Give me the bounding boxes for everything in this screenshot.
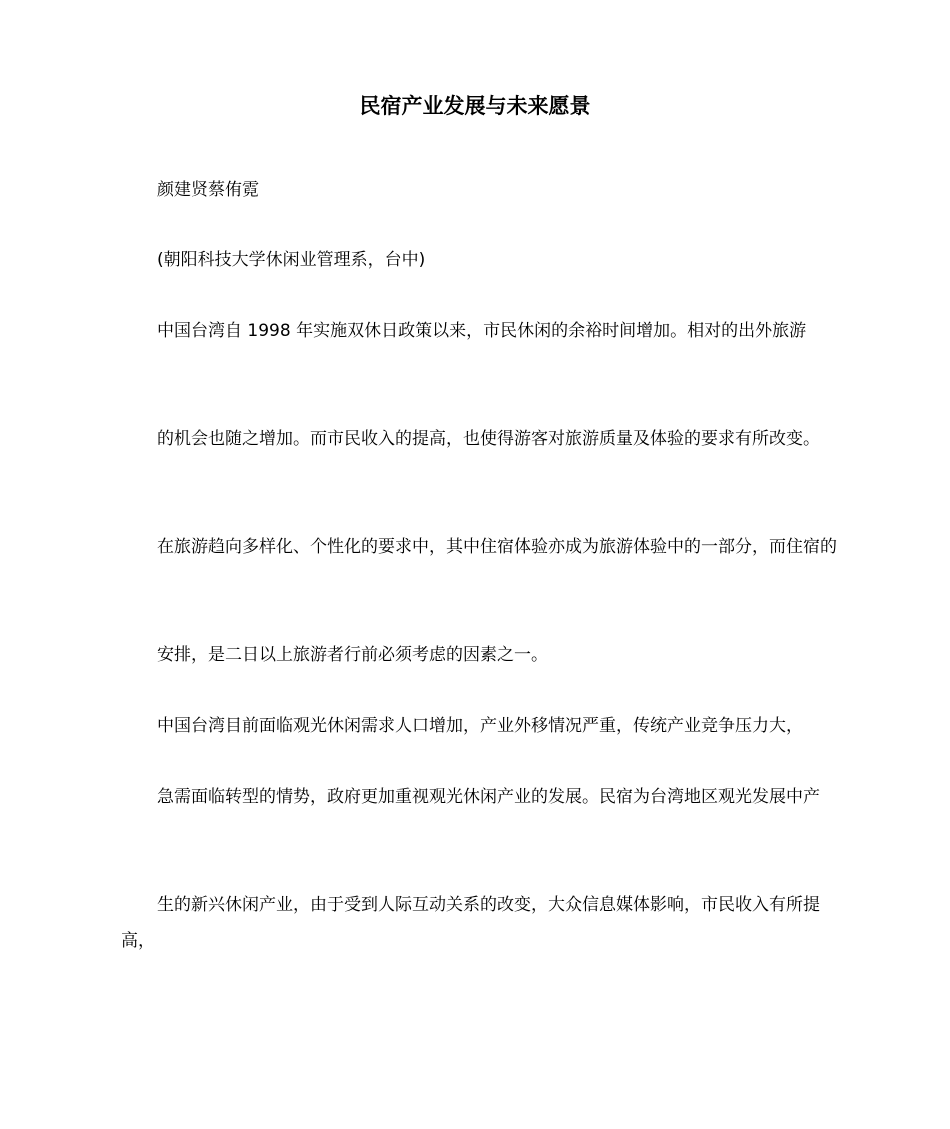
affiliation-line: (朝阳科技大学休闲业管理系，台中): [157, 250, 426, 270]
body-paragraph-4: 安排，是二日以上旅游者行前必须考虑的因素之一。: [157, 645, 548, 665]
author-line: 颜建贤蔡侑霓: [157, 180, 259, 200]
document-title: 民宿产业发展与未来愿景: [359, 94, 591, 118]
body-paragraph-7: 生的新兴休闲产业，由于受到人际互动关系的改变，大众信息媒体影响，市民收入有所提高，: [121, 895, 820, 951]
body-paragraph-5: 中国台湾目前面临观光休闲需求人口增加，产业外移情况严重，传统产业竞争压力大，: [157, 716, 803, 736]
body-paragraph-6: 急需面临转型的情势，政府更加重视观光休闲产业的发展。民宿为台湾地区观光发展中产: [157, 787, 820, 807]
body-paragraph-3: 在旅游趋向多样化、个性化的要求中，其中住宿体验亦成为旅游体验中的一部分，而住宿的: [157, 537, 837, 557]
body-paragraph-2: 的机会也随之增加。而市民收入的提高，也使得游客对旅游质量及体验的要求有所改变。: [157, 429, 820, 449]
body-paragraph-1: 中国台湾自 1998 年实施双休日政策以来，市民休闲的余裕时间增加。相对的出外旅游: [157, 321, 807, 341]
